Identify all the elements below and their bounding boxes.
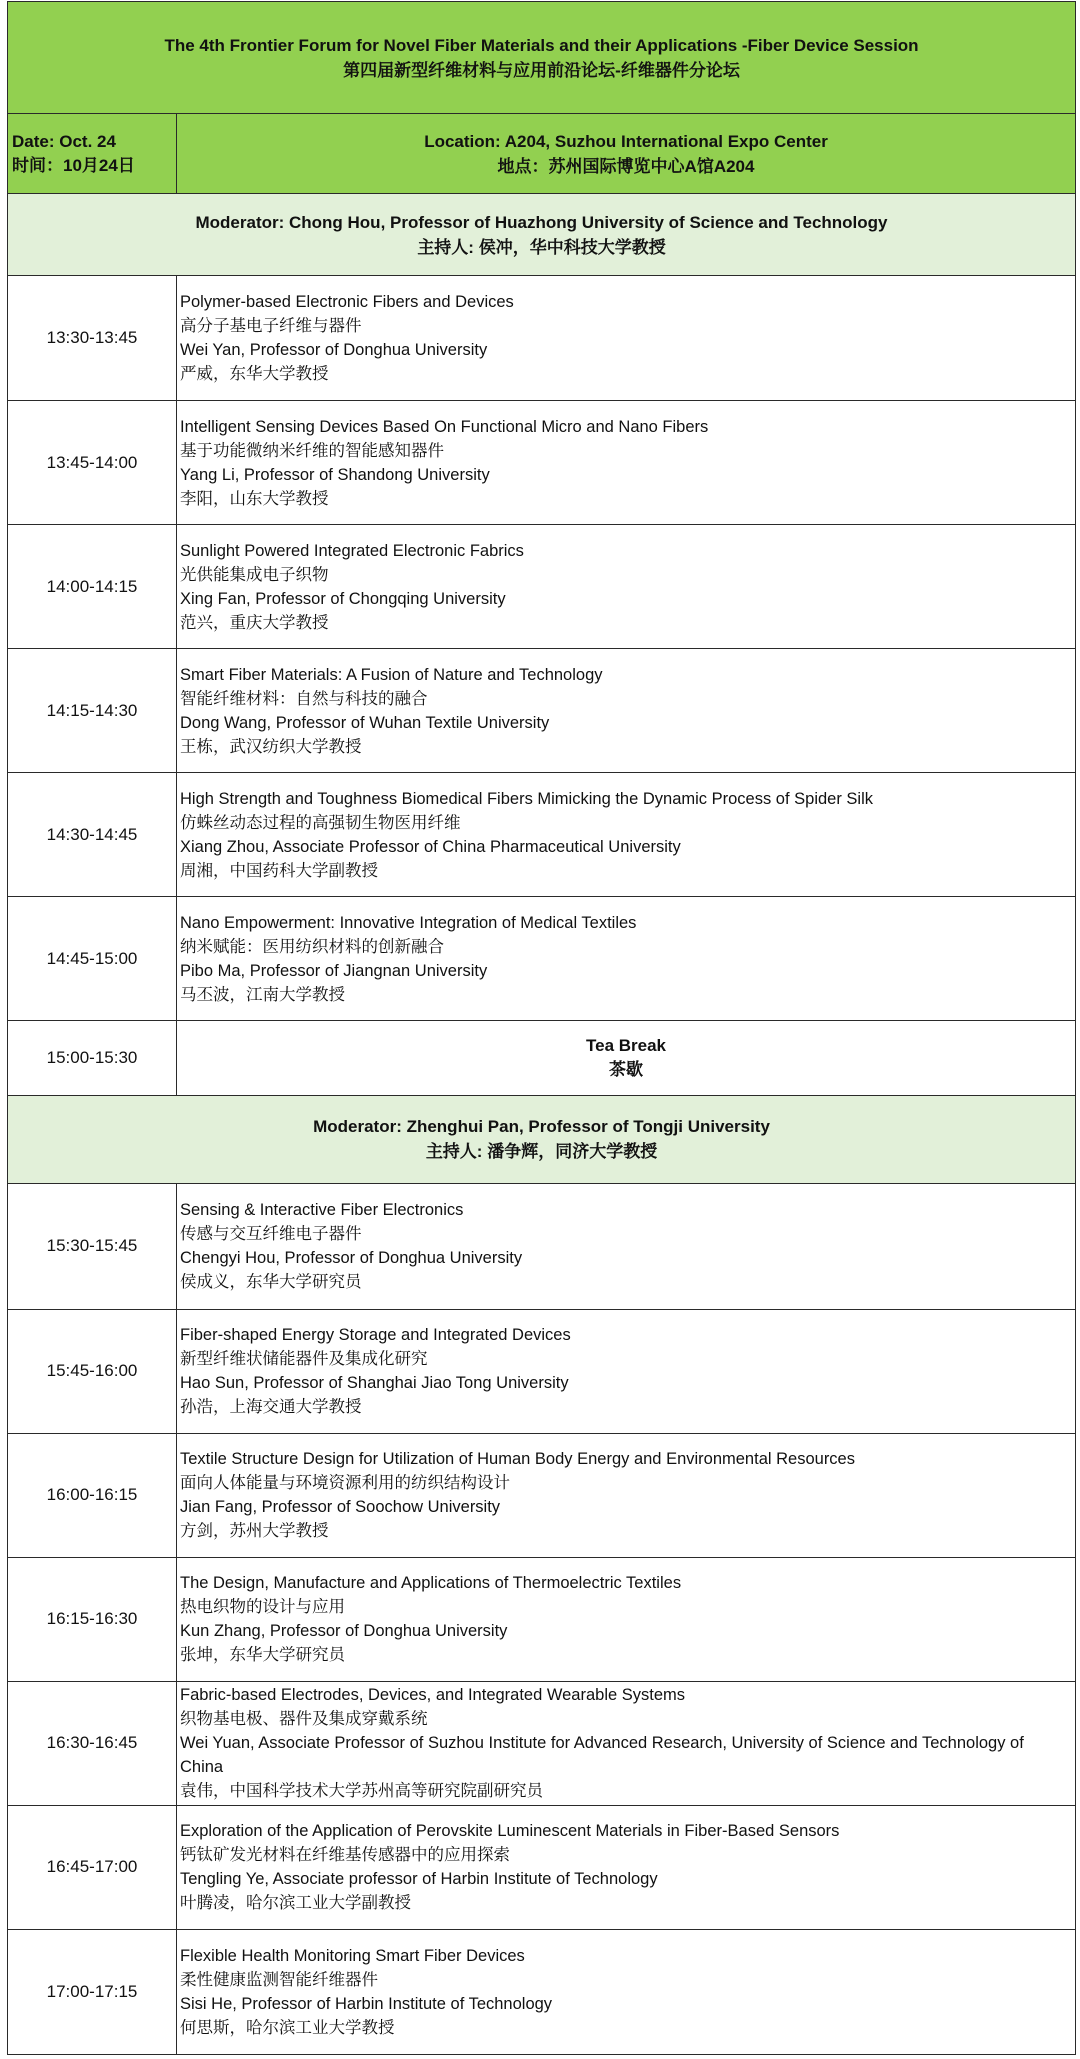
speaker-zh: 袁伟，中国科学技术大学苏州高等研究院副研究员 [180,1782,543,1801]
moderator-en: Moderator: Chong Hou, Professor of Huazhong University of Science and Technology [195,212,888,232]
location-cell [177,114,1076,194]
talk-title-en: Exploration of the Application of Perovskite Luminescent Materials in Fiber-Based Sensors [180,1822,840,1841]
talk-details [177,773,1076,897]
speaker-zh: 张坤，东华大学研究员 [180,1646,345,1665]
talk-title-zh: 基于功能微纳米纤维的智能感知器件 [180,441,444,460]
talk-row [8,1433,1076,1557]
speaker-en: Kun Zhang, Professor of Donghua University [180,1622,508,1641]
tea-break-zh: 茶歇 [609,1060,643,1079]
speaker-zh: 方剑，苏州大学教授 [180,1522,329,1541]
talk-title-en: High Strength and Toughness Biomedical Fibers Mimicking the Dynamic Process of Spider Silk [180,789,874,808]
talk-title-en: Polymer-based Electronic Fibers and Devices [180,293,514,312]
talk-title-zh: 传感与交互纤维电子器件 [180,1225,362,1244]
talk-details [177,1183,1076,1309]
speaker-en: Tengling Ye, Associate professor of Harbin Institute of Technology [180,1870,658,1889]
time-slot: 16:45-17:00 [8,1805,177,1929]
talk-details [177,1929,1076,2054]
date-zh: 时间：10月24日 [12,155,135,175]
speaker-en: Yang Li, Professor of Shandong University [180,465,490,484]
talk-title-en: Nano Empowerment: Innovative Integration of Medical Textiles [180,913,637,932]
talk-title-en: Sensing & Interactive Fiber Electronics [180,1201,464,1220]
talk-row [8,1557,1076,1681]
time-slot: 16:30-16:45 [8,1681,177,1805]
talk-title-en: Flexible Health Monitoring Smart Fiber Devices [180,1946,525,1965]
talk-title-en: Smart Fiber Materials: A Fusion of Nature and Technology [180,665,603,684]
tea-break-label [177,1021,1076,1095]
talk-title-en: Fabric-based Electrodes, Devices, and Integrated Wearable Systems [180,1686,686,1705]
talk-title-zh: 仿蛛丝动态过程的高强韧生物医用纤维 [180,813,461,832]
time-slot: 17:00-17:15 [8,1929,177,2054]
talk-title-en: Fiber-shaped Energy Storage and Integrated Devices [180,1326,571,1345]
date-cell [8,114,177,194]
talk-row [8,525,1076,649]
time-slot: 14:15-14:30 [8,649,177,773]
talk-row [8,276,1076,401]
talk-details [177,525,1076,649]
forum-title-zh: 第四届新型纤维材料与应用前沿论坛-纤维器件分论坛 [343,60,740,80]
talk-title-zh: 智能纤维材料：自然与科技的融合 [180,689,428,708]
time-slot: 16:00-16:15 [8,1433,177,1557]
speaker-en: Hao Sun, Professor of Shanghai Jiao Tong University [180,1374,569,1393]
forum-title [8,2,1076,114]
talk-title-zh: 织物基电极、器件及集成穿戴系统 [180,1710,428,1729]
talk-row [8,1929,1076,2054]
talk-details [177,1433,1076,1557]
talk-title-en: The Design, Manufacture and Applications of Thermoelectric Textiles [180,1574,682,1593]
tea-break-row [8,1021,1076,1095]
talk-row [8,897,1076,1021]
talk-details [177,276,1076,401]
speaker-en: Xiang Zhou, Associate Professor of China Pharmaceutical University [180,837,681,856]
time-slot: 14:45-15:00 [8,897,177,1021]
speaker-en: Pibo Ma, Professor of Jiangnan University [180,961,488,980]
talk-details [177,1557,1076,1681]
tea-break-en: Tea Break [586,1036,667,1055]
talk-details [177,401,1076,525]
speaker-en: Jian Fang, Professor of Soochow University [180,1498,501,1517]
speaker-en: Wei Yuan, Associate Professor of Suzhou Institute for Advanced Research, University of Science and Technology of China [180,1734,1024,1777]
talk-title-zh: 纳米赋能：医用纺织材料的创新融合 [180,937,444,956]
speaker-zh: 严威，东华大学教授 [180,365,329,384]
speaker-en: Chengyi Hou, Professor of Donghua University [180,1249,523,1268]
time-slot: 15:30-15:45 [8,1183,177,1309]
session-2-talks [8,1183,1076,2054]
time-slot: 13:45-14:00 [8,401,177,525]
location-en: Location: A204, Suzhou International Expo Center [424,131,828,151]
time-slot: 14:30-14:45 [8,773,177,897]
speaker-en: Wei Yan, Professor of Donghua University [180,341,488,360]
speaker-zh: 周湘，中国药科大学副教授 [180,861,378,880]
talk-title-zh: 热电织物的设计与应用 [180,1598,345,1617]
speaker-en: Dong Wang, Professor of Wuhan Textile University [180,713,550,732]
speaker-zh: 何思斯，哈尔滨工业大学教授 [180,2018,395,2037]
talk-title-zh: 钙钛矿发光材料在纤维基传感器中的应用探索 [180,1846,510,1865]
talk-row [8,401,1076,525]
talk-title-en: Textile Structure Design for Utilization of Human Body Energy and Environmental Resources [180,1450,855,1469]
moderator-session-1 [8,194,1076,276]
talk-row [8,1681,1076,1805]
talk-details [177,1309,1076,1433]
time-slot: 13:30-13:45 [8,276,177,401]
speaker-zh: 侯成义，东华大学研究员 [180,1273,362,1292]
talk-details [177,897,1076,1021]
speaker-zh: 李阳，山东大学教授 [180,489,329,508]
talk-details [177,1805,1076,1929]
moderator-zh: 主持人: 侯冲，华中科技大学教授 [417,237,666,257]
speaker-zh: 叶腾凌，哈尔滨工业大学副教授 [180,1894,411,1913]
speaker-en: Xing Fan, Professor of Chongqing University [180,589,506,608]
talk-title-zh: 面向人体能量与环境资源利用的纺织结构设计 [180,1474,510,1493]
moderator-session-2 [8,1095,1076,1183]
moderator-zh: 主持人: 潘争辉，同济大学教授 [425,1142,658,1162]
talk-title-en: Intelligent Sensing Devices Based On Functional Micro and Nano Fibers [180,417,709,436]
speaker-zh: 孙浩，上海交通大学教授 [180,1398,362,1417]
talk-title-zh: 光供能集成电子织物 [180,565,329,584]
talk-row [8,1805,1076,1929]
forum-title-en: The 4th Frontier Forum for Novel Fiber Materials and their Applications -Fiber Device Session [164,35,919,55]
time-slot: 16:15-16:30 [8,1557,177,1681]
talk-title-zh: 柔性健康监测智能纤维器件 [180,1970,378,1989]
talk-title-zh: 高分子基电子纤维与器件 [180,317,362,336]
session-1-talks [8,276,1076,1021]
talk-row [8,649,1076,773]
time-slot: 14:00-14:15 [8,525,177,649]
time-slot: 15:45-16:00 [8,1309,177,1433]
moderator-en: Moderator: Zhenghui Pan, Professor of Tongji University [313,1117,770,1137]
talk-row [8,1183,1076,1309]
talk-title-zh: 新型纤维状储能器件及集成化研究 [180,1350,428,1369]
time-slot: 15:00-15:30 [8,1021,177,1095]
talk-title-en: Sunlight Powered Integrated Electronic Fabrics [180,541,524,560]
talk-details [177,1681,1076,1805]
talk-row [8,1309,1076,1433]
speaker-en: Sisi He, Professor of Harbin Institute of Technology [180,1994,553,2013]
date-en: Date: Oct. 24 [12,131,116,151]
speaker-zh: 范兴，重庆大学教授 [180,613,329,632]
agenda-table [7,1,1076,2055]
talk-row [8,773,1076,897]
talk-details [177,649,1076,773]
speaker-zh: 王栋，武汉纺织大学教授 [180,737,362,756]
location-zh: 地点：苏州国际博览中心A馆A204 [497,156,755,176]
speaker-zh: 马丕波，江南大学教授 [180,985,345,1004]
